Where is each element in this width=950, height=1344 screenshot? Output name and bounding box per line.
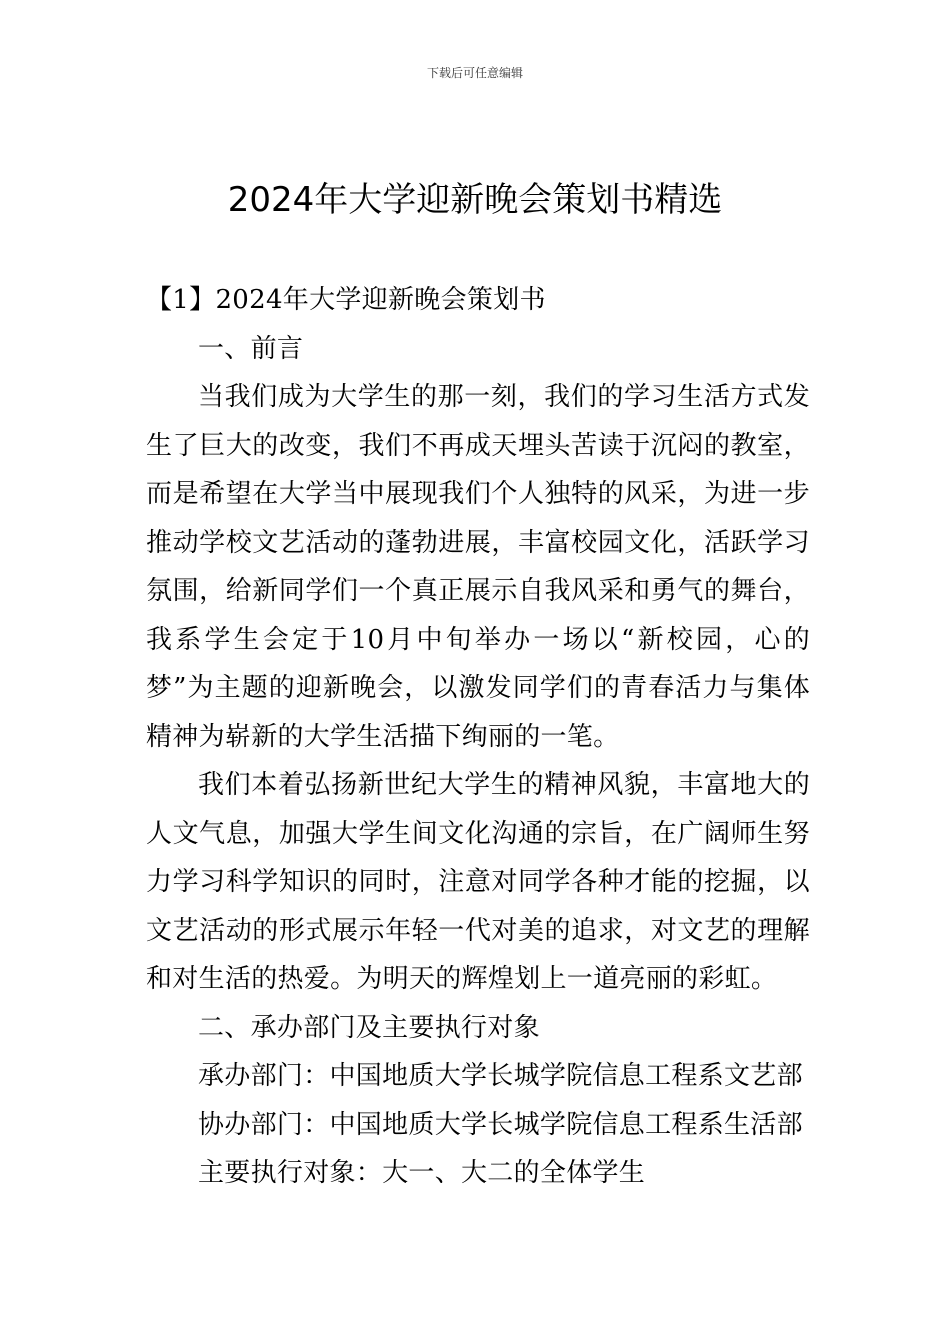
target-audience: 主要执行对象：大一、大二的全体学生 <box>198 1158 646 1188</box>
preface-paragraph-1: 当我们成为大学生的那一刻，我们的学习生活方式发生了巨大的改变，我们不再成天埋头苦读于沉闷的教室，而是希望在大学当中展现我们个人独特的风采，为进一步推动学校文艺活动的蓬勃进展，丰富校园文化，活跃学习氛围，给新同学们一个真正展示自我风采和勇气的舞台，我系学生会定于10月中旬举办一场以“新校园，心的梦”为主题的迎新晚会，以激发同学们的青春活力与集体精神为崭新的大学生活描下绚丽的一笔。 <box>146 382 810 752</box>
co-host-department: 协办部门：中国地质大学长城学院信息工程系生活部 <box>198 1109 803 1140</box>
document-title: 2024年大学迎新晚会策划书精选 <box>227 180 723 220</box>
preface-paragraph-2: 我们本着弘扬新世纪大学生的精神风貌，丰富地大的人文气息，加强大学生间文化沟通的宗旨，在广阔师生努力学习科学知识的同时，注意对同学各种才能的挖掘，以文艺活动的形式展示年轻一代对美的追求，对文艺的理解和对生活的热爱。为明天的辉煌划上一道亮丽的彩虹。 <box>146 770 810 994</box>
preface-heading: 一、前言 <box>198 333 304 364</box>
organizer-heading: 二、承办部门及主要执行对象 <box>198 1012 540 1043</box>
section-heading: 【1】2024年大学迎新晚会策划书 <box>146 285 546 315</box>
document-body <box>146 276 810 1198</box>
host-department: 承办部门：中国地质大学长城学院信息工程系文艺部 <box>198 1061 803 1091</box>
header-note: 下载后可任意编辑 <box>426 66 523 80</box>
